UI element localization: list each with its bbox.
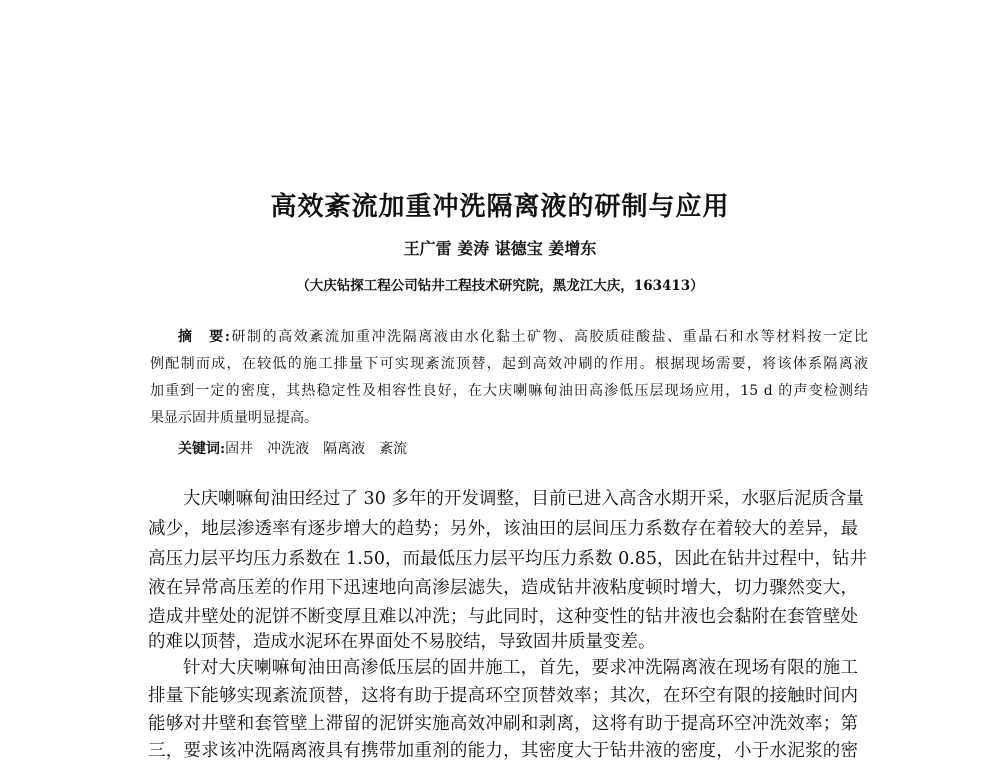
- affiliation: （大庆钻探工程公司钻井工程技术研究院，黑龙江大庆，163413）: [296, 278, 704, 294]
- body-line: 三，要求该冲洗隔离液具有携带加重剂的能力，其密度大于钻井液的密度，小于水泥浆的密: [148, 741, 858, 761]
- paper-title: 高效紊流加重冲洗隔离液的研制与应用: [270, 192, 730, 222]
- body-line: 造成井壁处的泥饼不断变厚且难以冲洗；与此同时，这种变性的钻井液也会黏附在套管壁处: [148, 607, 858, 627]
- body-line: 减少，地层渗透率有逐步增大的趋势；另外，该油田的层间压力系数存在着较大的差异，最: [148, 519, 858, 539]
- keywords-items: 固井 冲洗液 隔离液 紊流: [225, 441, 408, 457]
- body-line: 的难以顶替，造成水泥环在界面处不易胶结，导致固井质量变差。: [148, 632, 656, 652]
- abstract-label: 摘 要:: [178, 329, 230, 345]
- abstract-line: 加重到一定的密度，其热稳定性及相容性良好，在大庆喇嘛甸油田高渗低压层现场应用，15 d 的声变检测结: [150, 383, 868, 399]
- body-line: 高压力层平均压力系数在 1.50，而最低压力层平均压力系数 0.85，因此在钻井过程中，钻井: [148, 549, 868, 569]
- body-line: 针对大庆喇嘛甸油田高渗低压层的固井施工，首先，要求冲洗隔离液在现场有限的施工: [183, 658, 858, 678]
- body-line: 能够对井壁和套管壁上滞留的泥饼实施高效冲刷和剥离，这将有助于提高环空冲洗效率；第: [148, 714, 858, 734]
- authors: 王广雷 姜涛 谌德宝 姜增东: [403, 239, 597, 258]
- abstract-line: 摘 要:研制的高效紊流加重冲洗隔离液由水化黏土矿物、高胶质硅酸盐、重晶石和水等材料按一定比: [178, 329, 869, 345]
- abstract-line: 果显示固井质量明显提高。: [150, 410, 318, 426]
- body-line: 排量下能够实现紊流顶替，这将有助于提高环空顶替效率；其次，在环空有限的接触时间内: [148, 686, 858, 706]
- keywords-label: 关键词:: [178, 441, 226, 457]
- body-line: 大庆喇嘛甸油田经过了 30 多年的开发调整，目前已进入高含水期开采，水驱后泥质含量: [183, 489, 864, 509]
- abstract-line: 例配制而成，在较低的施工排量下可实现紊流顶替，起到高效冲刷的作用。根据现场需要，将该体系隔离液: [150, 356, 868, 372]
- body-line: 液在异常高压差的作用下迅速地向高渗层滤失，造成钻井液粘度顿时增大，切力骤然变大，: [148, 578, 858, 598]
- keywords: [178, 438, 407, 458]
